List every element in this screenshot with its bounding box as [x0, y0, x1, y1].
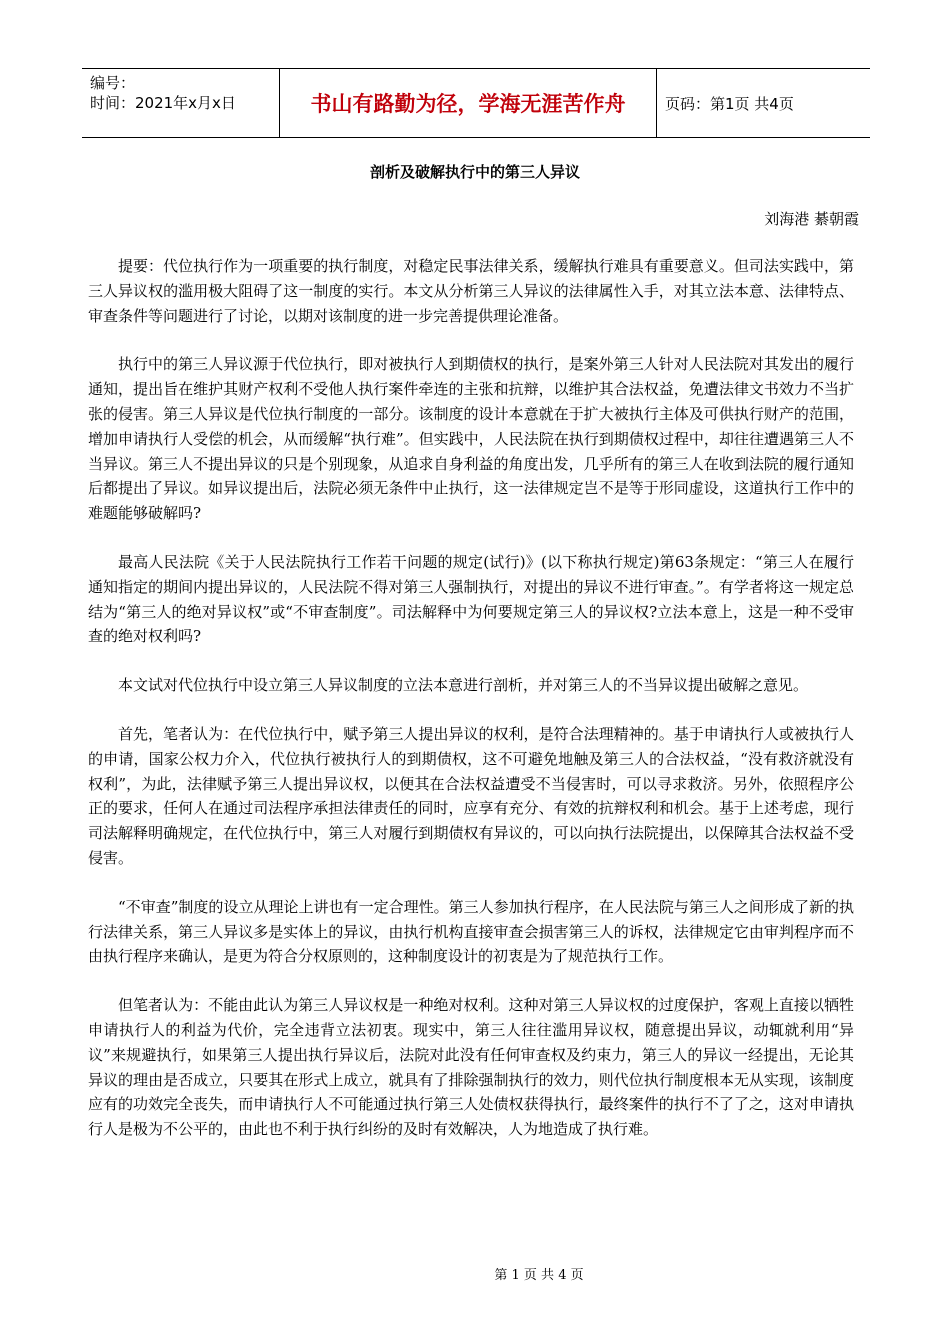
paragraph: 但笔者认为：不能由此认为第三人异议权是一种绝对权利。这种对第三人异议权的过度保护，客观上直接以牺牲申请执行人的利益为代价，完全违背立法初衷。现实中，第三人往往滥用异议权，随意提出异议，动辄就利用“异议”来规避执行，如果第三人提出执行异议后，法院对此没有任何审查权及约束力，第三人的异议一经提出，无论其异议的理由是否成立，只要其在形式上成立，就具有了排除强制执行的效力，则代位执行制度根本无从实现，该制度应有的功效完全丧失，而申请执行人不可能通过执行第三人处债权获得执行，最终案件的执行不了了之，这对申请执行人是极为不公平的，由此也不利于执行纠纷的及时有效解决，人为地造成了执行难。 — [88, 996, 854, 1139]
header-motto: 书山有路勤为径，学海无涯苦作舟 — [280, 69, 657, 137]
document-body — [88, 254, 854, 1166]
document-header — [82, 68, 870, 138]
page-footer: 第 1 页 共 4 页 — [494, 1268, 584, 1283]
paragraph: “不审查”制度的设立从理论上讲也有一定合理性。第三人参加执行程序，在人民法院与第三人之间形成了新的执行法律关系，第三人异议多是实体上的异议，由执行机构直接审查会损害第三人的诉权，法律规定它由审判程序而不由执行程序来确认，是更为符合分权原则的，这种制度设计的初衷是为了规范执行工作。 — [88, 897, 854, 966]
paragraph: 提要：代位执行作为一项重要的执行制度，对稳定民事法律关系，缓解执行难具有重要意义。但司法实践中，第三人异议权的滥用极大阻碍了这一制度的实行。本文从分析第三人异议的法律属性入手，对其立法本意、法律特点、审查条件等问题进行了讨论，以期对该制度的进一步完善提供理论准备。 — [88, 257, 854, 325]
paragraph: 首先，笔者认为：在代位执行中，赋予第三人提出异议的权利，是符合法理精神的。基于申请执行人或被执行人的申请，国家公权力介入，代位执行被执行人的到期债权，这不可避免地触及第三人的合法权益，“没有救济就没有权利”，为此，法律赋予第三人提出异议权，以便其在合法权益遭受不当侵害时，可以寻求救济。另外，依照程序公正的要求，任何人在通过司法程序承担法律责任的同时，应享有充分、有效的抗辩权利和机会。基于上述考虑，现行司法解释明确规定，在代位执行中，第三人对履行到期债权有异议的，可以向执行法院提出，以保障其合法权益不受侵害。 — [88, 724, 854, 867]
header-meta — [82, 69, 280, 137]
paragraph: 最高人民法院《关于人民法院执行工作若干问题的规定(试行)》(以下称执行规定)第63条规定：“第三人在履行通知指定的期间内提出异议的，人民法院不得对第三人强制执行，对提出的异议不进行审查。”。有学者将这一规定总结为“第三人的绝对异议权”或“不审查制度”。司法解释中为何要规定第三人的异议权?立法本意上，这是一种不受审查的绝对权利吗? — [88, 552, 854, 646]
paragraph: 执行中的第三人异议源于代位执行，即对被执行人到期债权的执行，是案外第三人针对人民法院对其发出的履行通知，提出旨在维护其财产权利不受他人执行案件牵连的主张和抗辩，以维护其合法权益，免遭法律文书效力不当扩张的侵害。第三人异议是代位执行制度的一部分。该制度的设计本意就在于扩大被执行主体及可供执行财产的范围，增加申请执行人受偿的机会，从而缓解“执行难”。但实践中，人民法院在执行到期债权过程中，却往往遭遇第三人不当异议。第三人不提出异议的只是个别现象，从追求自身利益的角度出发，几乎所有的第三人在收到法院的履行通知后都提出了异议。如异议提出后，法院必须无条件中止执行，这一法律规定岂不是等于形同虚设，这道执行工作中的难题能够破解吗? — [88, 355, 854, 523]
paragraph: 本文试对代位执行中设立第三人异议制度的立法本意进行剖析，并对第三人的不当异议提出破解之意见。 — [118, 676, 809, 695]
authors: 刘海港 綦朝霞 — [764, 210, 859, 228]
header-page-info: 页码：第1页 共4页 — [665, 94, 794, 113]
document-title: 剖析及破解执行中的第三人异议 — [369, 163, 580, 181]
number-label: 编号： — [90, 74, 136, 92]
date-label: 时间：2021年x月x日 — [90, 94, 236, 112]
